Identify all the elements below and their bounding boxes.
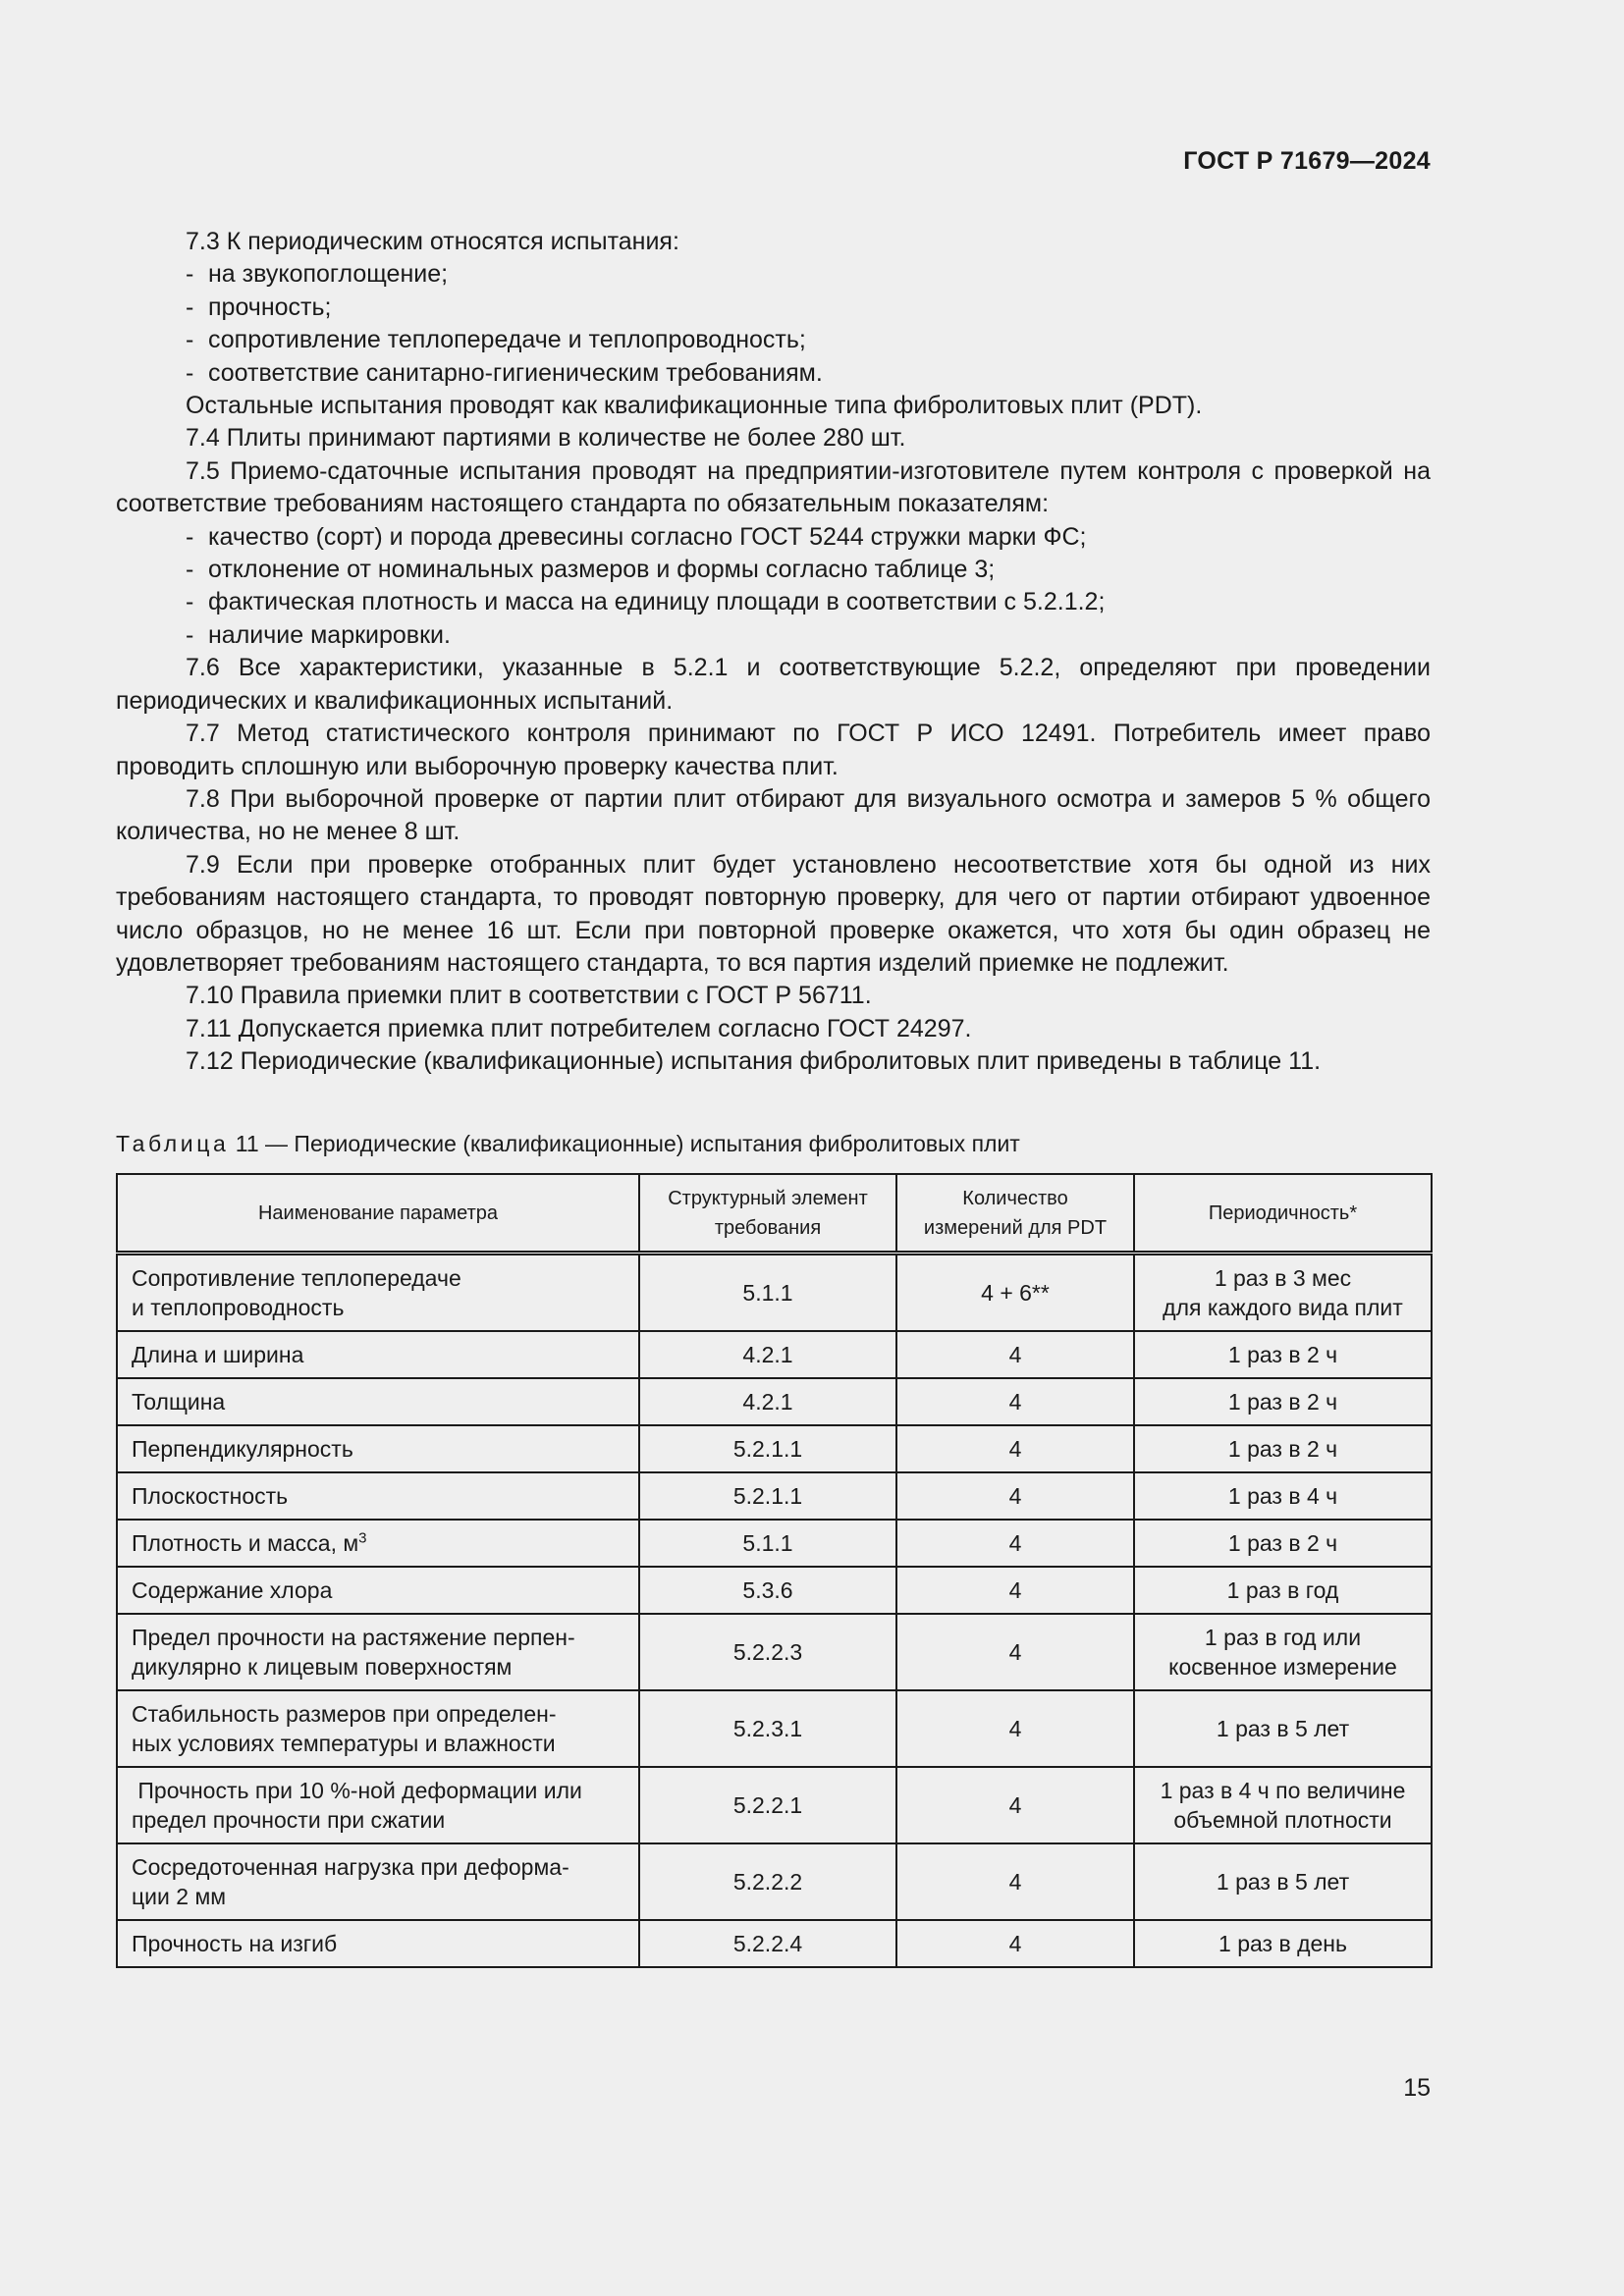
periodic-tests-table xyxy=(116,1173,1433,1968)
table-row xyxy=(117,1425,1432,1472)
cell-param: Плоскостность xyxy=(117,1472,639,1520)
table-row xyxy=(117,1331,1432,1378)
cell-period: 1 раз в 5 лет xyxy=(1134,1690,1432,1767)
cell-element: 5.2.2.4 xyxy=(639,1920,896,1967)
cell-element: 5.1.1 xyxy=(639,1254,896,1332)
paragraph-7-7: 7.7 Метод статистического контроля принимают по ГОСТ Р ИСО 12491. Потребитель имеет право проводить сплошную или выборочную проверку качества плит. xyxy=(116,720,1431,780)
cell-period: 1 раз в 3 мес для каждого вида плит xyxy=(1134,1254,1432,1332)
section-7-text xyxy=(116,226,1431,1079)
cell-count: 4 xyxy=(896,1614,1134,1690)
table-header-row xyxy=(117,1174,1432,1254)
cell-param: Плотность и масса, $м^3$ xyxy=(117,1520,639,1567)
cell-count: 4 xyxy=(896,1690,1134,1767)
cell-count: 4 xyxy=(896,1520,1134,1567)
table-row xyxy=(117,1567,1432,1614)
list-item: - отклонение от номинальных размеров и формы согласно таблице 3; xyxy=(186,556,996,584)
table-row xyxy=(117,1767,1432,1843)
cell-param: Перпендикулярность xyxy=(117,1425,639,1472)
cell-element: 5.2.2.3 xyxy=(639,1614,896,1690)
table-row xyxy=(117,1378,1432,1425)
cell-period: 1 раз в год xyxy=(1134,1567,1432,1614)
cell-period: 1 раз в 2 ч xyxy=(1134,1425,1432,1472)
cell-param: Содержание хлора xyxy=(117,1567,639,1614)
cell-param: Толщина xyxy=(117,1378,639,1425)
list-item: - прочность; xyxy=(186,293,332,321)
table-caption-label: Таблица xyxy=(116,1131,230,1156)
list-item: - фактическая плотность и масса на единицу площади в соответствии с 5.2.1.2; xyxy=(186,588,1106,616)
paragraph-7-6: 7.6 Все характеристики, указанные в 5.2.1 и соответствующие 5.2.2, определяют при проведении периодических и квалификационных испытаний. xyxy=(116,654,1431,715)
cell-period: 1 раз в 2 ч xyxy=(1134,1378,1432,1425)
paragraph-7-11: 7.11 Допускается приемка плит потребителем согласно ГОСТ 24297. xyxy=(186,1014,972,1042)
table-row xyxy=(117,1920,1432,1967)
list-item: - сопротивление теплопередаче и теплопроводность; xyxy=(186,326,806,354)
cell-count: 4 xyxy=(896,1472,1134,1520)
table-caption-title: 11 — Периодические (квалификационные) испытания фибролитовых плит xyxy=(229,1131,1020,1156)
cell-param: Прочность на изгиб xyxy=(117,1920,639,1967)
cell-param: Прочность при 10 %-ной деформации или предел прочности при сжатии xyxy=(117,1767,639,1843)
cell-count: 4 xyxy=(896,1920,1134,1967)
paragraph-7-9: 7.9 Если при проверке отобранных плит будет установлено несоответствие хотя бы одной из них требованиям настоящего стандарта, то проводят повторную проверку, для чего от партии отбирают удвоенное число образцов, но не менее 16 шт. Если при повторной проверке окажется, что хотя бы один образец не удовлетворяет требованиям настоящего стандарта, то вся партия изделий приемке не подлежит. xyxy=(116,850,1431,977)
paragraph-7-8: 7.8 При выборочной проверке от партии плит отбирают для визуального осмотра и замеров 5 % общего количества, но не менее 8 шт. xyxy=(116,784,1431,846)
header-period: Периодичность* xyxy=(1134,1174,1432,1254)
cell-element: 5.2.3.1 xyxy=(639,1690,896,1767)
cell-period: 1 раз в 4 ч xyxy=(1134,1472,1432,1520)
cell-param: Сосредоточенная нагрузка при деформа- ции 2 мм xyxy=(117,1843,639,1920)
cell-param: Сопротивление теплопередаче и теплопроводность xyxy=(117,1254,639,1332)
cell-element: 5.2.1.1 xyxy=(639,1472,896,1520)
list-item: - качество (сорт) и порода древесины согласно ГОСТ 5244 стружки марки ФС; xyxy=(186,522,1087,551)
header-param: Наименование параметра xyxy=(117,1174,639,1254)
cell-period: 1 раз в 2 ч xyxy=(1134,1520,1432,1567)
page-number: 15 xyxy=(1403,2074,1431,2102)
cell-element: 4.2.1 xyxy=(639,1378,896,1425)
cell-count: 4 xyxy=(896,1425,1134,1472)
table-row xyxy=(117,1690,1432,1767)
cell-element: 5.2.2.2 xyxy=(639,1843,896,1920)
cell-count: 4 xyxy=(896,1567,1134,1614)
table-row xyxy=(117,1520,1432,1567)
document-code: ГОСТ Р 71679—2024 xyxy=(1183,147,1431,175)
cell-period: 1 раз в 2 ч xyxy=(1134,1331,1432,1378)
table-row xyxy=(117,1254,1432,1332)
cell-param: Стабильность размеров при определен- ных условиях температуры и влажности xyxy=(117,1690,639,1767)
header-count: Количество измерений для PDT xyxy=(896,1174,1134,1254)
cell-period: 1 раз в 4 ч по величине объемной плотности xyxy=(1134,1767,1432,1843)
cell-count: 4 xyxy=(896,1331,1134,1378)
paragraph-other-tests: Остальные испытания проводят как квалификационные типа фибролитовых плит (PDT). xyxy=(186,392,1203,420)
table-row xyxy=(117,1472,1432,1520)
cell-element: 4.2.1 xyxy=(639,1331,896,1378)
cell-element: 5.2.1.1 xyxy=(639,1425,896,1472)
cell-param: Длина и ширина xyxy=(117,1331,639,1378)
paragraph-7-10: 7.10 Правила приемки плит в соответствии с ГОСТ Р 56711. xyxy=(186,982,872,1010)
cell-period: 1 раз в год или косвенное измерение xyxy=(1134,1614,1432,1690)
table-row xyxy=(117,1843,1432,1920)
list-item: - на звукопоглощение; xyxy=(186,260,449,289)
table-row xyxy=(117,1614,1432,1690)
cell-count: 4 + 6** xyxy=(896,1254,1134,1332)
paragraph-7-5: 7.5 Приемо-сдаточные испытания проводят на предприятии-изготовителе путем контроля с проверкой на соответствие требованиям настоящего стандарта по обязательным показателям: xyxy=(116,456,1431,518)
paragraph-7-12: 7.12 Периодические (квалификационные) испытания фибролитовых плит приведены в таблице 11. xyxy=(186,1047,1322,1076)
list-item: - наличие маркировки. xyxy=(186,620,451,649)
paragraph-7-4: 7.4 Плиты принимают партиями в количестве не более 280 шт. xyxy=(186,424,906,453)
paragraph-7-3: 7.3 К периодическим относятся испытания: xyxy=(186,228,679,255)
cell-element: 5.3.6 xyxy=(639,1567,896,1614)
cell-element: 5.1.1 xyxy=(639,1520,896,1567)
header-element: Структурный элемент требования xyxy=(639,1174,896,1254)
cell-period: 1 раз в 5 лет xyxy=(1134,1843,1432,1920)
cell-count: 4 xyxy=(896,1843,1134,1920)
cell-count: 4 xyxy=(896,1767,1134,1843)
cell-period: 1 раз в день xyxy=(1134,1920,1432,1967)
table-caption xyxy=(116,1131,1020,1157)
cell-param: Предел прочности на растяжение перпен- дикулярно к лицевым поверхностям xyxy=(117,1614,639,1690)
list-item: - соответствие санитарно-гигиеническим требованиям. xyxy=(186,358,823,387)
cell-count: 4 xyxy=(896,1378,1134,1425)
cell-element: 5.2.2.1 xyxy=(639,1767,896,1843)
